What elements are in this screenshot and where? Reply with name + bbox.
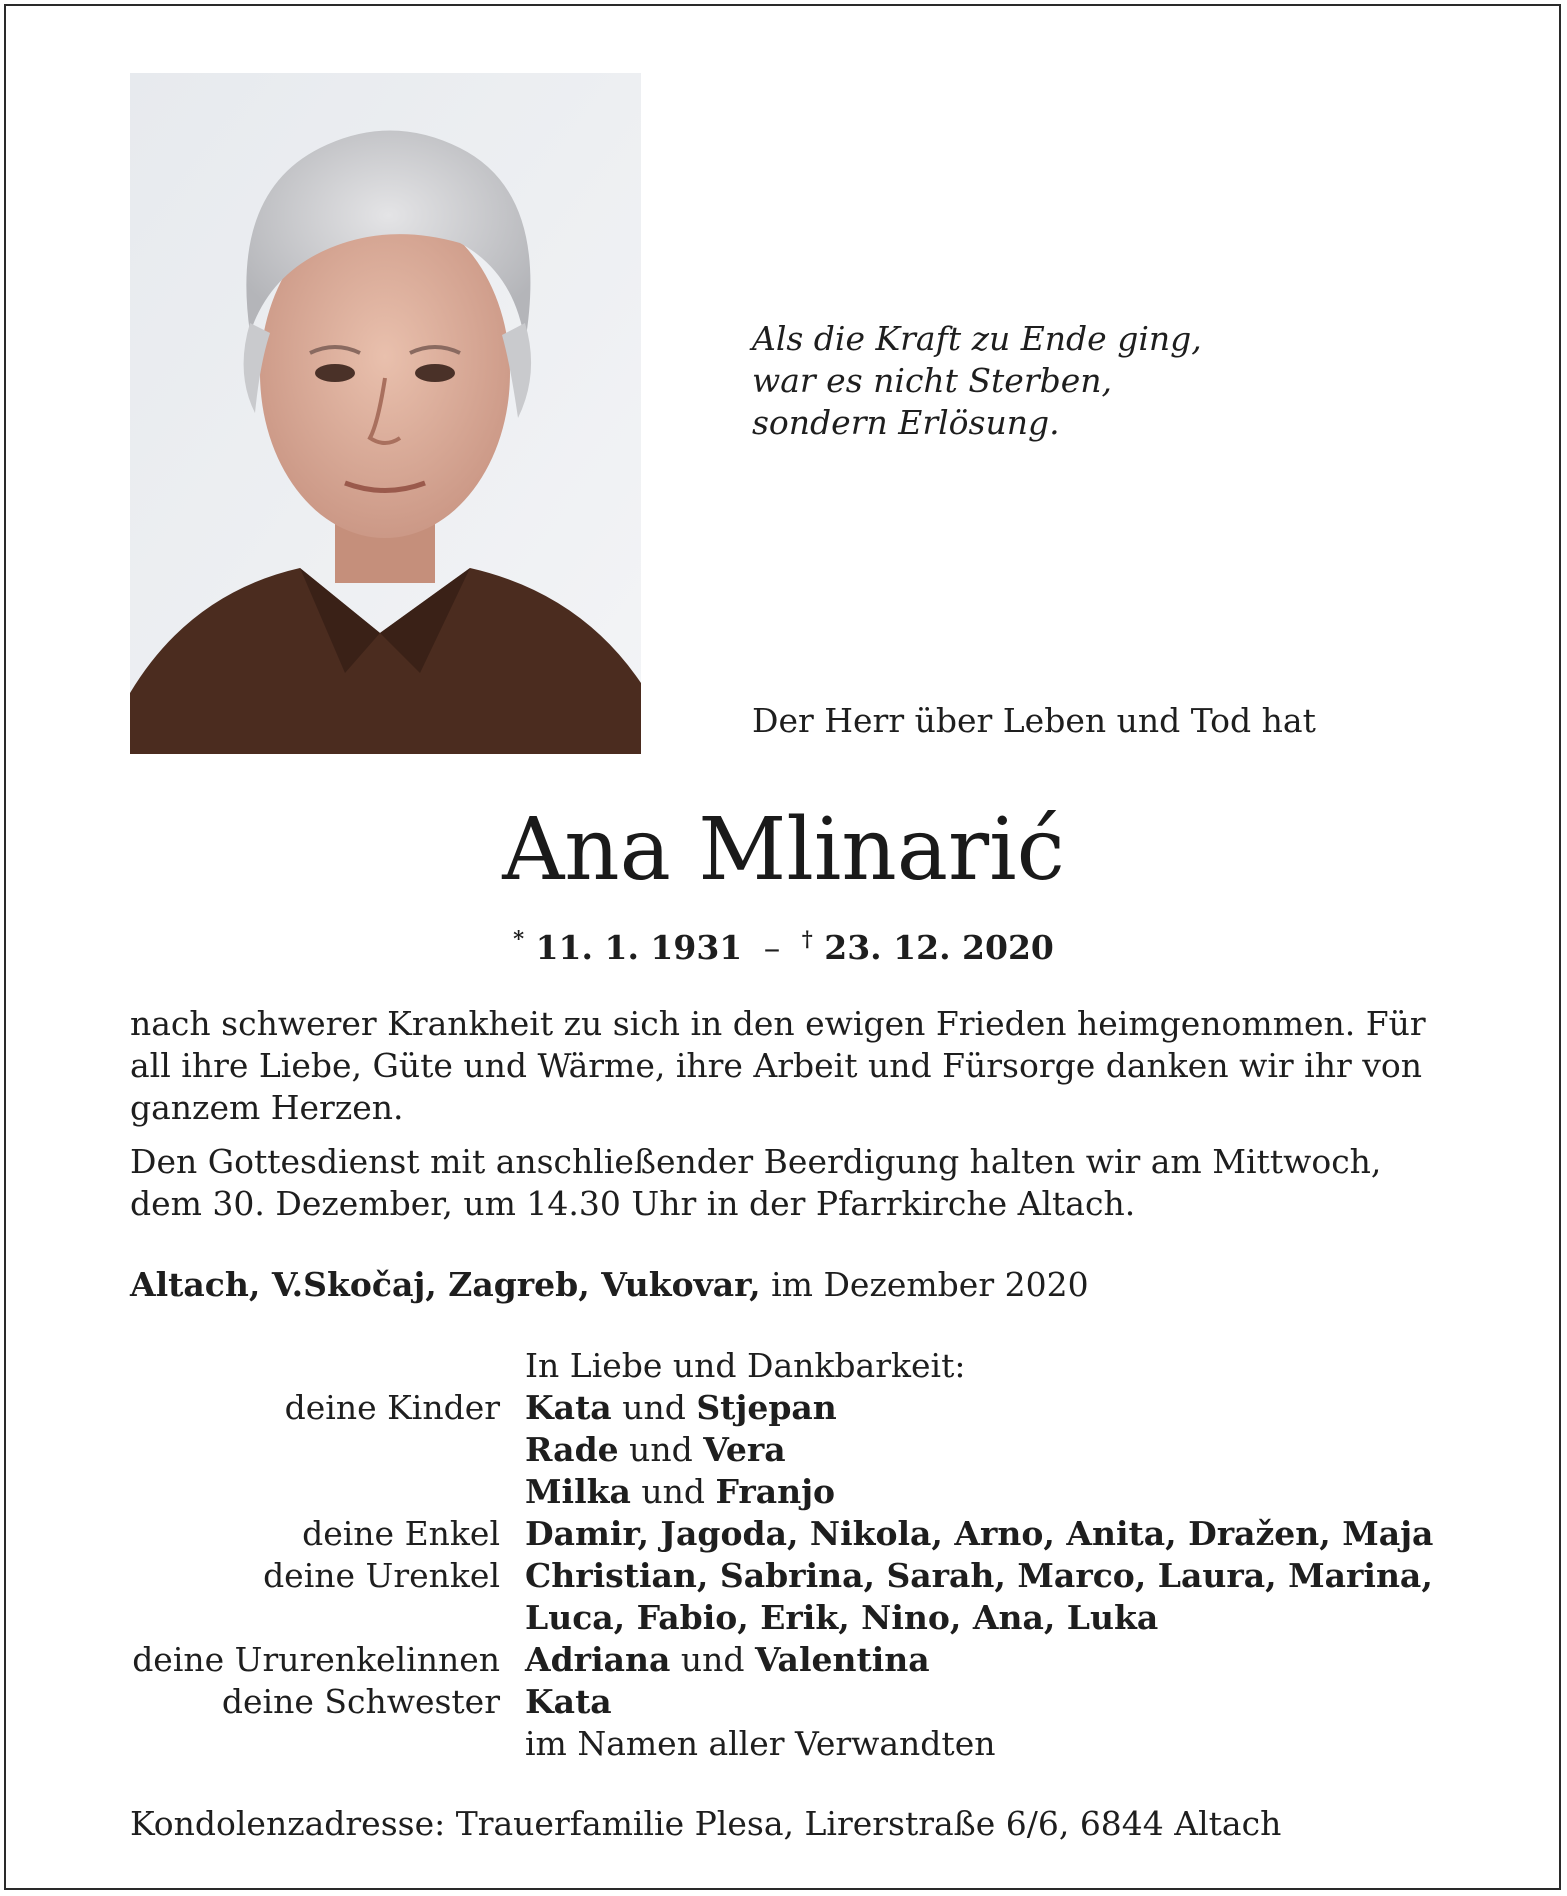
urenkel-names: Christian, Sabrina, Sarah, Marco, Laura, Marina,: [525, 1556, 1433, 1595]
urenkel-label: deine Urenkel: [263, 1556, 500, 1595]
birth-symbol: *: [513, 926, 525, 951]
service-paragraph: Den Gottesdienst mit anschließender Beerdigung halten wir am Mittwoch, dem 30. Dezember, um 14.30 Uhr in der Pfarrkirche Altach.: [130, 1142, 1382, 1223]
death-date: 23. 12. 2020: [824, 928, 1054, 967]
ururenkel-names: Adriana und Valentina: [525, 1640, 930, 1679]
urenkel-names: Luca, Fabio, Erik, Nino, Ana, Luka: [525, 1598, 1159, 1637]
family-closing: im Namen aller Verwandten: [525, 1724, 996, 1763]
schwester-label: deine Schwester: [221, 1682, 500, 1721]
birth-date: 11. 1. 1931: [535, 928, 743, 967]
quote-line: Als die Kraft zu Ende ging,: [752, 319, 1202, 358]
ururenkel-label: deine Ururenkelinnen: [132, 1640, 500, 1679]
quote-line: sondern Erlösung.: [752, 403, 1060, 442]
enkel-names: Damir, Jagoda, Nikola, Arno, Anita, Dražen, Maja: [525, 1514, 1434, 1553]
deceased-name: Ana Mlinarić: [502, 800, 1065, 900]
condolence-address: Kondolenzadresse: Trauerfamilie Plesa, Lirerstraße 6/6, 6844 Altach: [130, 1804, 1282, 1843]
announcement-paragraph: nach schwerer Krankheit zu sich in den ewigen Frieden heimgenommen. Für all ihre Liebe, Güte und Wärme, ihre Arbeit und Fürsorge danken wir ihr von ganzem Herzen.: [130, 1004, 1426, 1127]
kinder-pair: Rade und Vera: [525, 1430, 786, 1469]
schwester-name: Kata: [525, 1682, 612, 1721]
enkel-label: deine Enkel: [302, 1514, 500, 1553]
date-dash: –: [763, 928, 781, 967]
quote-line: war es nicht Sterben,: [752, 361, 1113, 400]
memorial-quote: [752, 318, 1202, 444]
intro-text: Der Herr über Leben und Tod hat: [752, 701, 1316, 740]
family-places: Altach, V.Skočaj, Zagreb, Vukovar,: [130, 1265, 761, 1304]
portrait-illustration: [130, 73, 641, 754]
family-list: [0, 1345, 1567, 1765]
place-date-line: [130, 1264, 1089, 1306]
kinder-pair: Kata und Stjepan: [525, 1388, 837, 1427]
death-symbol: †: [801, 926, 813, 951]
portrait-photo: [130, 73, 641, 754]
place-date: im Dezember 2020: [760, 1265, 1089, 1304]
kinder-label: deine Kinder: [284, 1388, 500, 1427]
life-dates: [0, 918, 1567, 969]
family-intro: In Liebe und Dankbarkeit:: [525, 1346, 966, 1385]
kinder-pair: Milka und Franjo: [525, 1472, 836, 1511]
